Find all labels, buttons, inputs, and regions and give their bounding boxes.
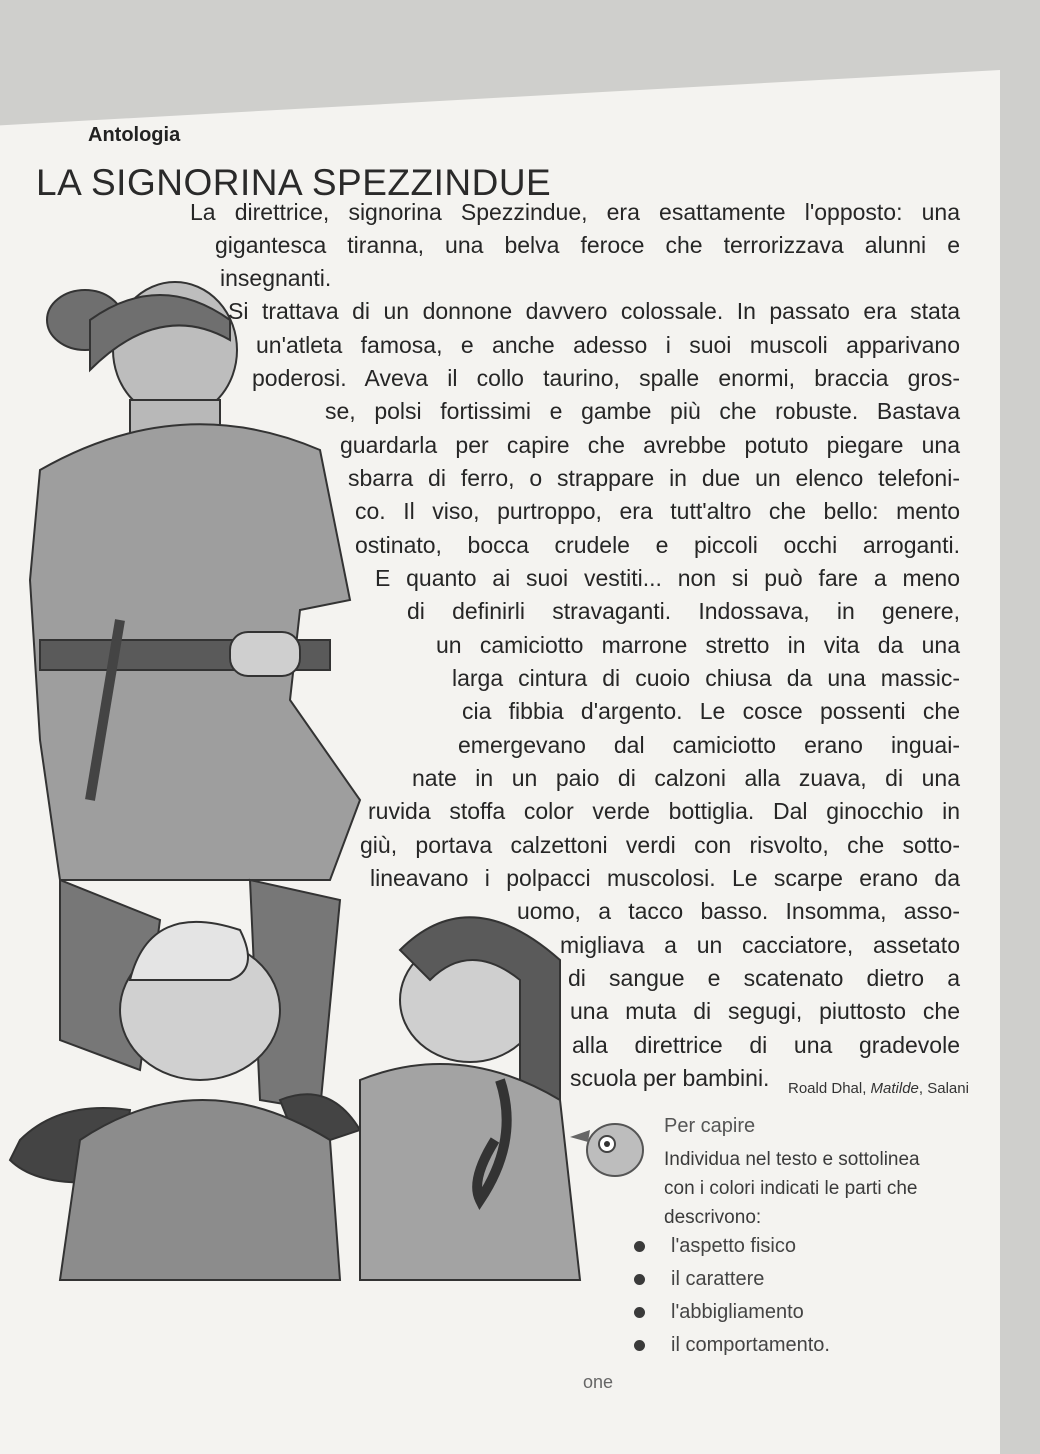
text-line: nate in un paio di calzoni alla zuava, di una: [412, 765, 960, 791]
text-line: ruvida stoffa color verde bottiglia. Dal ginocchio in: [368, 798, 960, 824]
text-line: ostinato, bocca crudele e piccoli occhi arroganti.: [355, 532, 960, 558]
page-title: LA SIGNORINA SPEZZINDUE: [36, 162, 552, 203]
text-line: migliava a un cacciatore, assetato: [560, 932, 960, 958]
text-line: co. Il viso, purtroppo, era tutt'altro che bello: mento: [355, 498, 960, 524]
bullet-icon: [634, 1274, 645, 1285]
bullet-icon: [634, 1241, 645, 1252]
text-line: alla direttrice di una gradevole: [572, 1032, 960, 1058]
text-line: E quanto ai suoi vestiti... non si può fare a meno: [375, 565, 960, 591]
text-line: giù, portava calzettoni verdi con risvolto, che sotto-: [360, 832, 960, 858]
list-item: il carattere: [634, 1263, 830, 1296]
list-item: l'abbigliamento: [634, 1296, 830, 1329]
text-line: emergevano dal camiciotto erano inguai-: [458, 732, 960, 758]
text-line: lineavano i polpacci muscolosi. Le scarpe erano da: [370, 865, 960, 891]
exercise-instruction: Individua nel testo e sottolinea: [664, 1149, 920, 1170]
credit-book: Matilde: [870, 1080, 919, 1097]
footer-fragment: one: [583, 1372, 614, 1392]
owl-mascot-icon: [560, 1112, 650, 1182]
exercise-heading: Per capire: [664, 1115, 756, 1137]
text-line: se, polsi fortissimi e gambe più che robuste. Bastava: [325, 398, 960, 424]
bullet-icon: [634, 1307, 645, 1318]
text-line: uomo, a tacco basso. Insomma, asso-: [517, 898, 960, 924]
exercise-box: [664, 1112, 984, 1232]
text-line: un'atleta famosa, e anche adesso i suoi muscoli apparivano: [256, 332, 960, 358]
section-label: Antologia: [88, 124, 181, 146]
list-item: l'aspetto fisico: [634, 1230, 830, 1263]
source-credit: [788, 1080, 969, 1097]
text-line: sbarra di ferro, o strappare in due un elenco telefoni-: [348, 465, 960, 491]
text-line: gigantesca tiranna, una belva feroce che terrorizzava alunni e: [215, 232, 960, 258]
exercise-list: [634, 1230, 830, 1362]
list-item: il comportamento.: [634, 1329, 830, 1362]
text-line: guardarla per capire che avrebbe potuto piegare una: [340, 432, 960, 458]
text-line: insegnanti.: [220, 265, 332, 291]
text-line: larga cintura di cuoio chiusa da una massic-: [452, 665, 960, 691]
text-line: poderosi. Aveva il collo taurino, spalle enormi, braccia gros-: [252, 365, 960, 391]
text-line: un camiciotto marrone stretto in vita da una: [436, 632, 960, 658]
credit-author: Roald Dhal,: [788, 1080, 871, 1097]
credit-publisher: , Salani: [918, 1080, 969, 1097]
bullet-icon: [634, 1340, 645, 1351]
text-line: di definirli stravaganti. Indossava, in genere,: [407, 598, 960, 624]
exercise-instruction: con i colori indicati le parti che: [664, 1178, 918, 1199]
text-line: cia fibbia d'argento. Le cosce possenti che: [462, 698, 960, 724]
exercise-instruction: descrivono:: [664, 1207, 762, 1228]
text-line: scuola per bambini.: [570, 1065, 770, 1091]
text-line: Si trattava di un donnone davvero colossale. In passato era stata: [228, 298, 960, 324]
text-line: una muta di segugi, piuttosto che: [570, 998, 960, 1024]
text-line: La direttrice, signorina Spezzindue, era esattamente l'opposto: una: [190, 199, 960, 225]
text-line: di sangue e scatenato dietro a: [568, 965, 960, 991]
